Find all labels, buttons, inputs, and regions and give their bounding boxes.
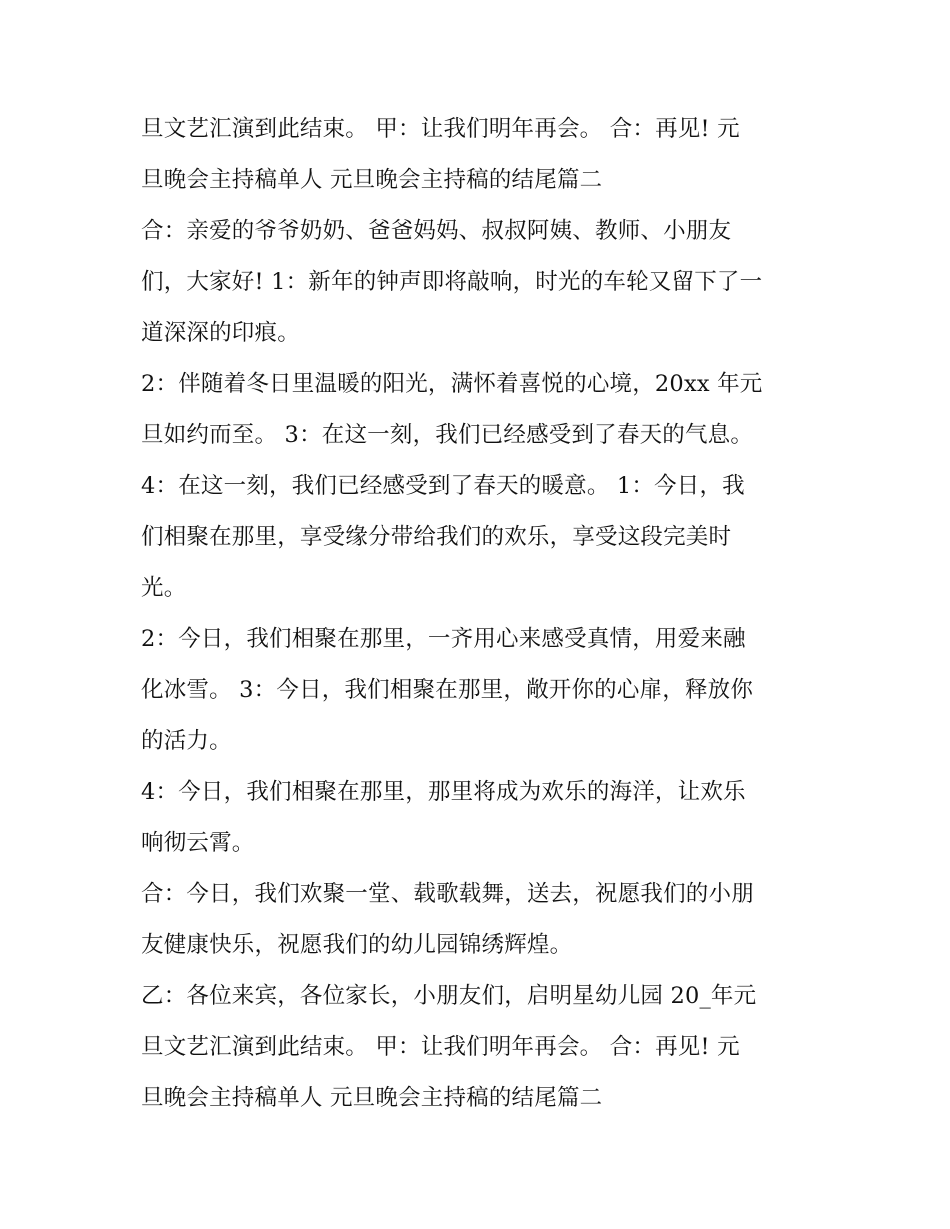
text-line: 旦文艺汇演到此结束。 甲：让我们明年再会。 合：再见! 元	[141, 116, 740, 142]
text-line: 的活力。	[141, 728, 232, 754]
text-line: 旦晚会主持稿单人 元旦晚会主持稿的结尾篇二	[141, 1085, 603, 1111]
text-line: 4：在这一刻，我们已经感受到了春天的暖意。 1：今日，我	[141, 473, 745, 499]
text-line: 们，大家好! 1：新年的钟声即将敲响，时光的车轮又留下了一	[141, 269, 763, 295]
text-line: 光。	[141, 575, 187, 601]
text-line: 乙：各位来宾，各位家长，小朋友们，启明星幼儿园 20_年元	[141, 983, 757, 1009]
text-line: 道深深的印痕。	[141, 320, 300, 346]
text-line: 2：伴随着冬日里温暖的阳光，满怀着喜悦的心境，20xx 年元	[141, 371, 763, 397]
text-line: 2：今日，我们相聚在那里，一齐用心来感受真情，用爱来融	[141, 626, 746, 652]
text-line: 们相聚在那里，享受缘分带给我们的欢乐，享受这段完美时	[141, 524, 732, 550]
text-line: 化冰雪。 3：今日，我们相聚在那里，敞开你的心扉，释放你	[141, 677, 754, 703]
text-line: 旦如约而至。 3：在这一刻，我们已经感受到了春天的气息。	[141, 422, 754, 448]
text-line: 友健康快乐，祝愿我们的幼儿园锦绣辉煌。	[141, 932, 573, 958]
text-line: 响彻云霄。	[141, 830, 255, 856]
text-line: 旦文艺汇演到此结束。 甲：让我们明年再会。 合：再见! 元	[141, 1034, 740, 1060]
text-line: 4：今日，我们相聚在那里，那里将成为欢乐的海洋，让欢乐	[141, 779, 746, 805]
text-line: 合：今日，我们欢聚一堂、载歌载舞，送去，祝愿我们的小朋	[141, 881, 754, 907]
text-line: 旦晚会主持稿单人 元旦晚会主持稿的结尾篇二	[141, 167, 603, 193]
text-line: 合：亲爱的爷爷奶奶、爸爸妈妈、叔叔阿姨、教师、小朋友	[141, 218, 732, 244]
document-body	[141, 104, 821, 1124]
